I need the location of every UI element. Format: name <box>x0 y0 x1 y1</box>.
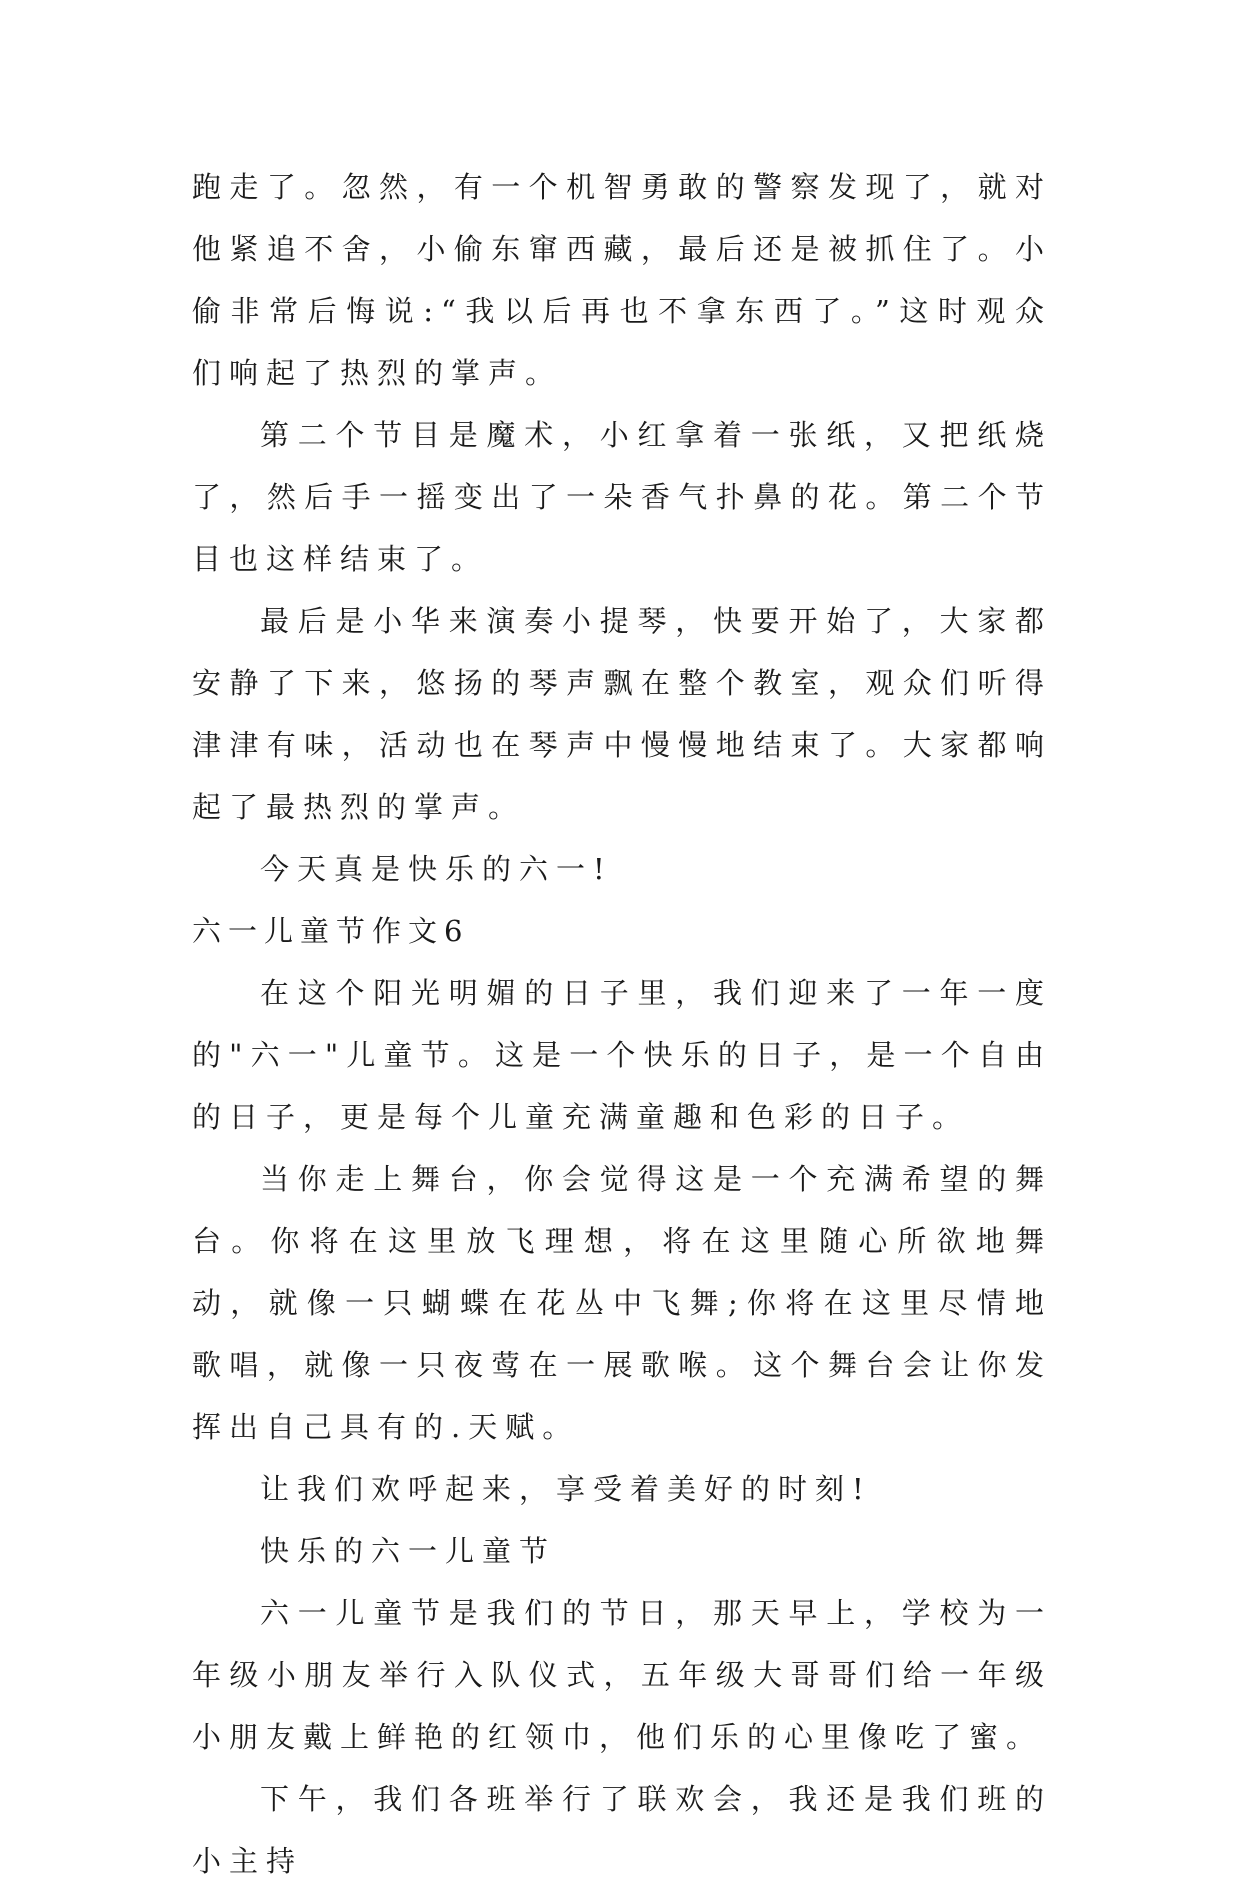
essay-heading: 六一儿童节作文6 <box>192 914 470 948</box>
paragraph-magic-show: 第二个节目是魔术，小红拿着一张纸，又把纸烧了，然后手一摇变出了一朵香气扑鼻的花。第二个节目也这样结束了。 <box>192 418 1052 576</box>
paragraph-morning: 六一儿童节是我们的节日，那天早上，学校为一年级小朋友举行入队仪式，五年级大哥哥们给一年级小朋友戴上鲜艳的红领巾，他们乐的心里像吃了蜜。 <box>192 1596 1052 1754</box>
paragraph-violin: 最后是小华来演奏小提琴，快要开始了，大家都安静了下来，悠扬的琴声飘在整个教室，观众们听得津津有味，活动也在琴声中慢慢地结束了。大家都响起了最热烈的掌声。 <box>192 604 1052 824</box>
paragraph-stage: 当你走上舞台，你会觉得这是一个充满希望的舞台。你将在这里放飞理想，将在这里随心所欲地舞动，就像一只蝴蝶在花丛中飞舞;你将在这里尽情地歌唱，就像一只夜莺在一展歌喉。这个舞台会让你发挥出自己具有的.天赋。 <box>192 1162 1052 1444</box>
paragraph-happy-day: 今天真是快乐的六一! <box>260 852 613 886</box>
document-body <box>192 156 1052 1892</box>
paragraph-cheer: 让我们欢呼起来，享受着美好的时刻! <box>260 1472 872 1506</box>
paragraph-subtitle: 快乐的六一儿童节 <box>260 1534 557 1568</box>
paragraph-continued-story: 跑走了。忽然，有一个机智勇敢的警察发现了，就对他紧追不舍，小偷东窜西藏，最后还是被抓住了。小偷非常后悔说:“我以后再也不拿东西了。”这时观众们响起了热烈的掌声。 <box>192 170 1052 390</box>
paragraph-sunny-day: 在这个阳光明媚的日子里，我们迎来了一年一度的"六一"儿童节。这是一个快乐的日子，是一个自由的日子，更是每个儿童充满童趣和色彩的日子。 <box>192 976 1052 1134</box>
paragraph-afternoon: 下午，我们各班举行了联欢会，我还是我们班的小主持 <box>192 1782 1052 1878</box>
